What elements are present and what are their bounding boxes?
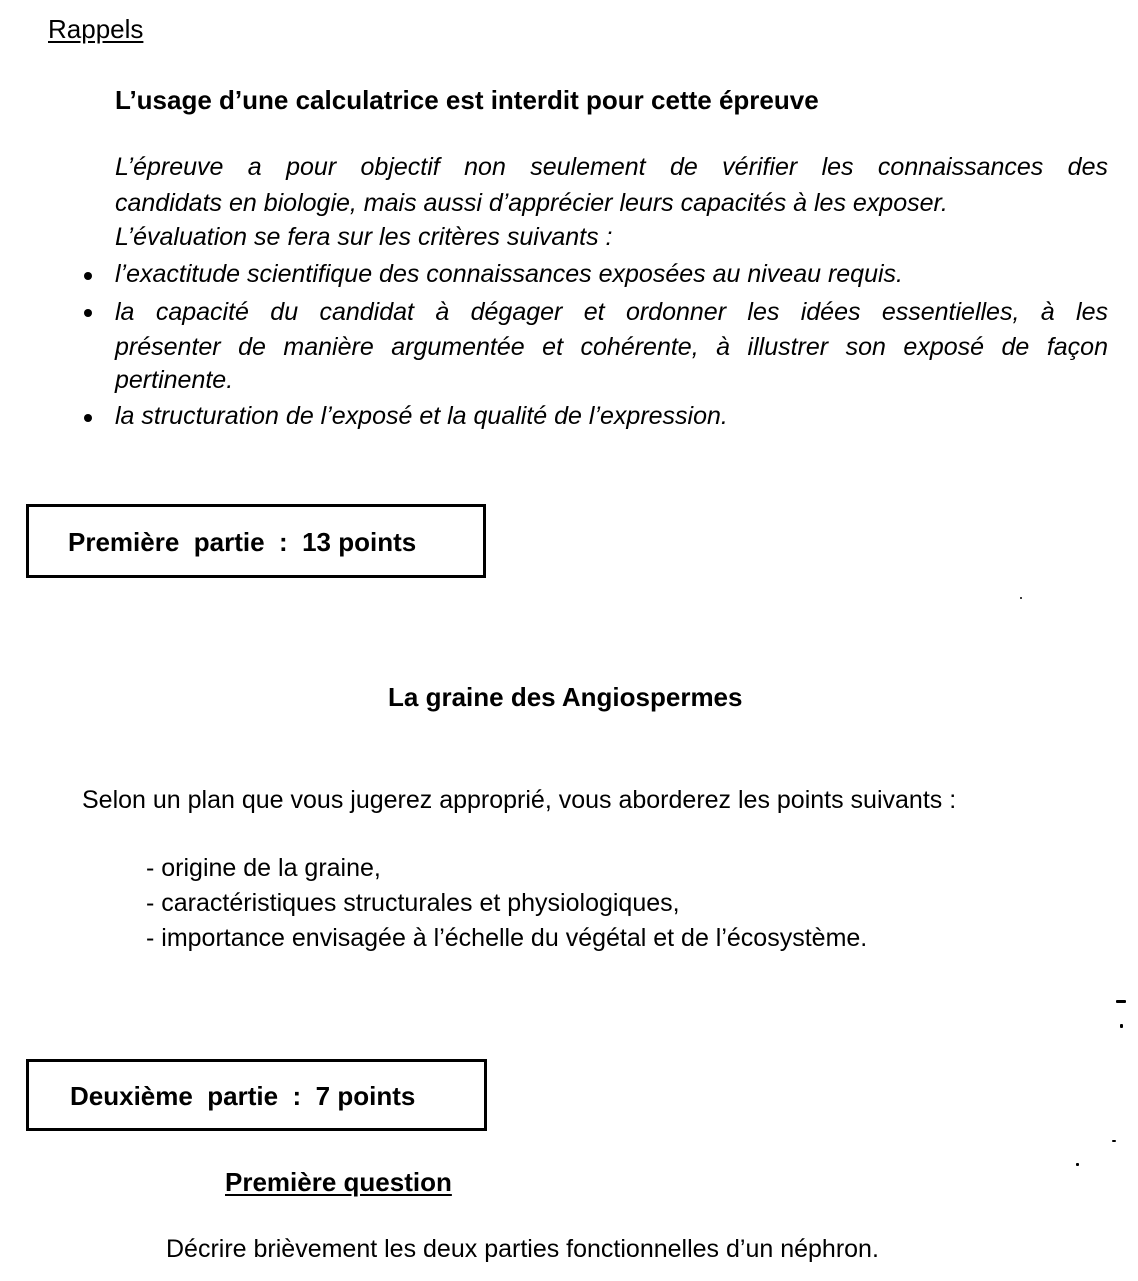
calculator-notice: L’usage d’une calculatrice est interdit pour cette épreuve xyxy=(115,85,819,115)
part2-label: Deuxième partie : 7 points xyxy=(70,1081,416,1111)
question-text: Décrire brièvement les deux parties fonctionnelles d’un néphron. xyxy=(166,1235,879,1263)
scan-speck xyxy=(1112,1140,1116,1142)
part2-box xyxy=(26,1059,487,1131)
topic-point: - importance envisagée à l’échelle du végétal et de l’écosystème. xyxy=(146,924,868,952)
topic-point: - origine de la graine, xyxy=(146,854,381,882)
scan-speck xyxy=(1076,1163,1079,1166)
question-heading: Première question xyxy=(225,1167,452,1197)
criterion-text: l’exactitude scientifique des connaissances exposées au niveau requis. xyxy=(115,260,903,288)
criterion-text: pertinente. xyxy=(115,366,234,394)
criterion-text: présenter de manière argumentée et cohérente, à illustrer son exposé de façon xyxy=(115,333,1108,361)
topic-point: - caractéristiques structurales et physiologiques, xyxy=(146,889,680,917)
criterion-text: la structuration de l’exposé et la qualité de l’expression. xyxy=(115,402,728,430)
part1-box xyxy=(26,504,486,578)
criterion-text: la capacité du candidat à dégager et ordonner les idées essentielles, à les xyxy=(115,298,1108,326)
rappels-heading: Rappels xyxy=(48,14,144,44)
scan-speck xyxy=(1120,1024,1123,1028)
bullet-dot xyxy=(84,272,92,280)
intro-line: L’évaluation se fera sur les critères suivants : xyxy=(115,223,613,251)
bullet-dot xyxy=(84,414,92,422)
part1-label: Première partie : 13 points xyxy=(68,527,417,557)
bullet-dot xyxy=(84,309,92,317)
scan-speck xyxy=(1116,1000,1126,1003)
topic-title: La graine des Angiospermes xyxy=(388,682,743,712)
scan-speck xyxy=(1020,597,1022,599)
intro-line: candidats en biologie, mais aussi d’apprécier leurs capacités à les exposer. xyxy=(115,189,948,217)
intro-line: L’épreuve a pour objectif non seulement de vérifier les connaissances des xyxy=(115,153,1108,181)
plan-intro: Selon un plan que vous jugerez approprié, vous aborderez les points suivants : xyxy=(82,786,957,814)
